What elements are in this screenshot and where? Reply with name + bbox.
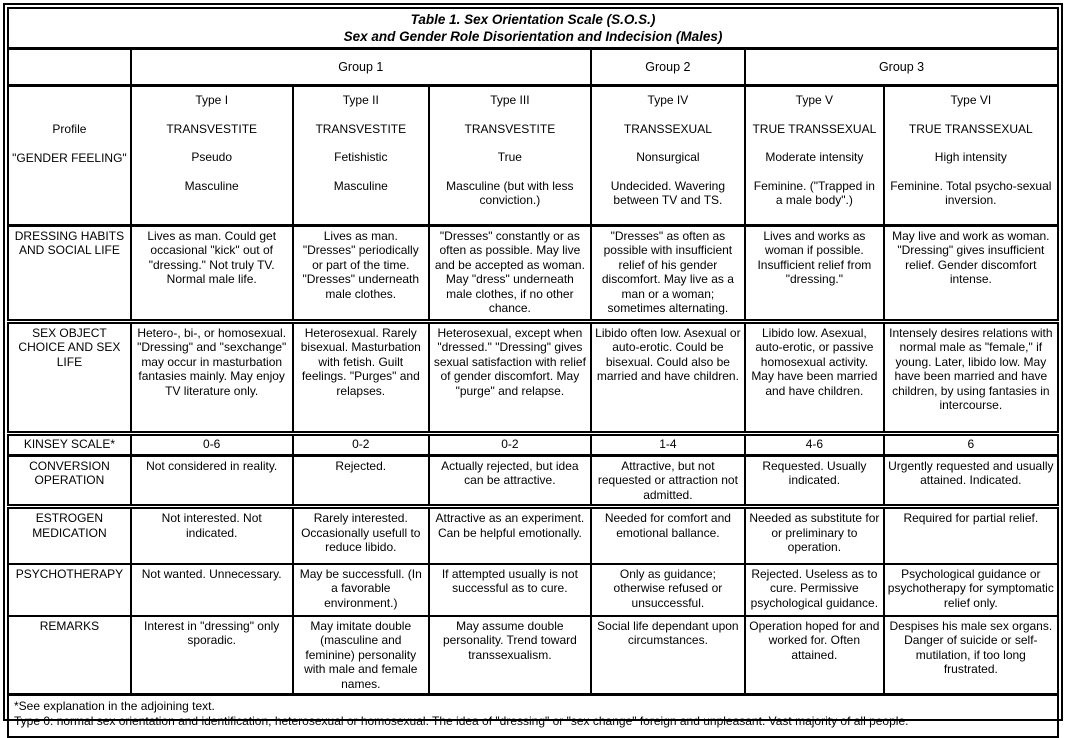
row-label-remarks: REMARKS: [8, 616, 131, 695]
remarks-type6: Despises his male sex organs. Danger of suicide or self-mutilation, if too long frustrated.: [884, 616, 1058, 695]
psychotherapy-type4: Only as guidance; otherwise refused or unsuccessful.: [591, 564, 745, 616]
conversion-operation-type3: Actually rejected, but idea can be attractive.: [429, 455, 591, 507]
row-label-kinsey-scale: KINSEY SCALE*: [8, 433, 131, 455]
conversion-operation-type4: Attractive, but not requested or attraction not admitted.: [591, 455, 745, 507]
remarks-type3: May assume double personality. Trend toward transsexualism.: [429, 616, 591, 695]
type-variant: High intensity: [934, 150, 1007, 164]
conversion-operation-type6: Urgently requested and usually attained. Indicated.: [884, 455, 1058, 507]
type-category: TRANSVESTITE: [166, 121, 258, 136]
kinsey-scale-type4: 1-4: [591, 433, 745, 455]
remarks-type5: Operation hoped for and worked for. Often attained.: [745, 616, 884, 695]
type-variant: Nonsurgical: [636, 150, 700, 164]
table-outer-frame: [3, 3, 1063, 728]
kinsey-scale-type6: 6: [884, 433, 1058, 455]
type-heading: Type I: [195, 93, 229, 107]
type-heading: Type IV: [647, 93, 689, 107]
type-category: TRANSSEXUAL: [623, 121, 712, 136]
remarks-type2: May imitate double (masculine and feminine) personality with male and female names.: [293, 616, 430, 695]
type-category: TRANSVESTITE: [464, 121, 556, 136]
kinsey-scale-type3: 0-2: [429, 433, 591, 455]
group1-header: Group 1: [131, 49, 591, 86]
conversion-operation-type1: Not considered in reality.: [131, 455, 293, 507]
row-label-psychotherapy: PSYCHOTHERAPY: [8, 564, 131, 616]
profile-label-line1: Profile: [52, 122, 87, 136]
type-gender-feeling: Masculine (but with less conviction.): [446, 178, 574, 207]
type-category: TRUE TRANSSEXUAL: [908, 121, 1033, 136]
estrogen-medication-type3: Attractive as an experiment. Can be helpful emotionally.: [429, 507, 591, 564]
type-category: TRANSVESTITE: [315, 121, 407, 136]
type-variant: Fetishistic: [334, 150, 388, 164]
profile-cell-type4: [591, 86, 745, 226]
type-gender-feeling: Feminine. Total psycho-sexual inversion.: [890, 178, 1052, 207]
kinsey-scale-type5: 4-6: [745, 433, 884, 455]
psychotherapy-type6: Psychological guidance or psychotherapy for symptomatic relief only.: [884, 564, 1058, 616]
kinsey-scale-type1: 0-6: [131, 433, 293, 455]
dressing-habits-type4: "Dresses" as often as possible with insufficient relief of his gender discomfort. May live as a man or a woman; sometimes alternating.: [591, 225, 745, 321]
estrogen-medication-type5: Needed as substitute for or preliminary to operation.: [745, 507, 884, 564]
table-footnotes: [8, 695, 1058, 737]
profile-row-label: [8, 86, 131, 226]
type-gender-feeling: Masculine: [333, 178, 388, 193]
row-label-dressing-habits: DRESSING HABITS AND SOCIAL LIFE: [8, 225, 131, 321]
estrogen-medication-type2: Rarely interested. Occasionally usefull to reduce libido.: [293, 507, 430, 564]
remarks-type1: Interest in "dressing" only sporadic.: [131, 616, 293, 695]
sex-orientation-scale-table: [7, 7, 1059, 738]
dressing-habits-type2: Lives as man. "Dresses" periodically or part of the time. "Dresses" underneath male clothes.: [293, 225, 430, 321]
type-variant: Moderate intensity: [765, 150, 864, 164]
profile-cell-type5: [745, 86, 884, 226]
type-variant: True: [497, 150, 522, 164]
estrogen-medication-type6: Required for partial relief.: [884, 507, 1058, 564]
type-category: TRUE TRANSSEXUAL: [752, 121, 877, 136]
estrogen-medication-type1: Not interested. Not indicated.: [131, 507, 293, 564]
profile-cell-type6: [884, 86, 1058, 226]
type-heading: Type VI: [950, 93, 992, 107]
group-row-empty-cell: [8, 49, 131, 86]
profile-cell-type1: [131, 86, 293, 226]
group2-header: Group 2: [591, 49, 745, 86]
dressing-habits-type1: Lives as man. Could get occasional "kick" out of "dressing." Not truly TV. Normal male life.: [131, 225, 293, 321]
row-label-sex-object: SEX OBJECT CHOICE AND SEX LIFE: [8, 321, 131, 433]
conversion-operation-type2: Rejected.: [293, 455, 430, 507]
psychotherapy-type1: Not wanted. Unnecessary.: [131, 564, 293, 616]
type-heading: Type III: [490, 93, 530, 107]
type-gender-feeling: Undecided. Wavering between TV and TS.: [610, 178, 726, 207]
psychotherapy-type3: If attempted usually is not successful as to cure.: [429, 564, 591, 616]
footnote-type0: Type 0: normal sex orientation and identification, heterosexual or homosexual. The idea of "dressing" or "sex change" foreign and unpleasant. Vast majority of all people.: [14, 714, 909, 728]
row-label-conversion-operation: CONVERSION OPERATION: [8, 455, 131, 507]
type-gender-feeling: Masculine: [184, 178, 239, 193]
psychotherapy-type2: May be successfull. (In a favorable environment.): [293, 564, 430, 616]
estrogen-medication-type4: Needed for comfort and emotional ballance.: [591, 507, 745, 564]
dressing-habits-type5: Lives and works as woman if possible. Insufficient relief from "dressing.": [745, 225, 884, 321]
type-heading: Type V: [795, 93, 834, 107]
table-title-line1: Table 1. Sex Orientation Scale (S.O.S.): [410, 12, 656, 27]
profile-cell-type3: [429, 86, 591, 226]
psychotherapy-type5: Rejected. Useless as to cure. Permissive psychological guidance.: [745, 564, 884, 616]
sex-object-type5: Libido low. Asexual, auto-erotic, or passive homosexual activity. May have been married and have children.: [745, 321, 884, 433]
group3-header: Group 3: [745, 49, 1058, 86]
type-variant: Pseudo: [191, 150, 233, 164]
profile-label-spacer: [12, 93, 127, 122]
dressing-habits-type3: "Dresses" constantly or as often as possible. May live and be accepted as woman. May "dress" underneath male clothes, if no other chance.: [429, 225, 591, 321]
profile-label-line2: "GENDER FEELING": [12, 150, 127, 165]
sex-object-type1: Hetero-, bi-, or homosexual. "Dressing" and "sexchange" may occur in masturbation fantasies mainly. May enjoy TV literature only.: [131, 321, 293, 433]
conversion-operation-type5: Requested. Usually indicated.: [745, 455, 884, 507]
table-title: [8, 8, 1058, 49]
remarks-type4: Social life dependant upon circumstances.: [591, 616, 745, 695]
kinsey-scale-type2: 0-2: [293, 433, 430, 455]
footnote-asterisk: *See explanation in the adjoining text.: [14, 699, 215, 713]
sex-object-type3: Heterosexual, except when "dressed." "Dressing" gives sexual satisfaction with relief of gender discomfort. May "purge" and relapse.: [429, 321, 591, 433]
type-heading: Type II: [342, 93, 379, 107]
row-label-estrogen-medication: ESTROGEN MEDICATION: [8, 507, 131, 564]
dressing-habits-type6: May live and work as woman. "Dressing" gives insufficient relief. Gender discomfort intense.: [884, 225, 1058, 321]
type-gender-feeling: Feminine. ("Trapped in a male body".): [753, 178, 875, 207]
sex-object-type4: Libido often low. Asexual or auto-erotic. Could be bisexual. Could also be married and have children.: [591, 321, 745, 433]
sex-object-type6: Intensely desires relations with normal male as "female," if young. Later, libido low. May have been married and have children, by using fantasies in intercourse.: [884, 321, 1058, 433]
profile-cell-type2: [293, 86, 430, 226]
sex-object-type2: Heterosexual. Rarely bisexual. Masturbation with fetish. Guilt feelings. "Purges" and relapses.: [293, 321, 430, 433]
table-title-line2: Sex and Gender Role Disorientation and Indecision (Males): [343, 29, 723, 44]
